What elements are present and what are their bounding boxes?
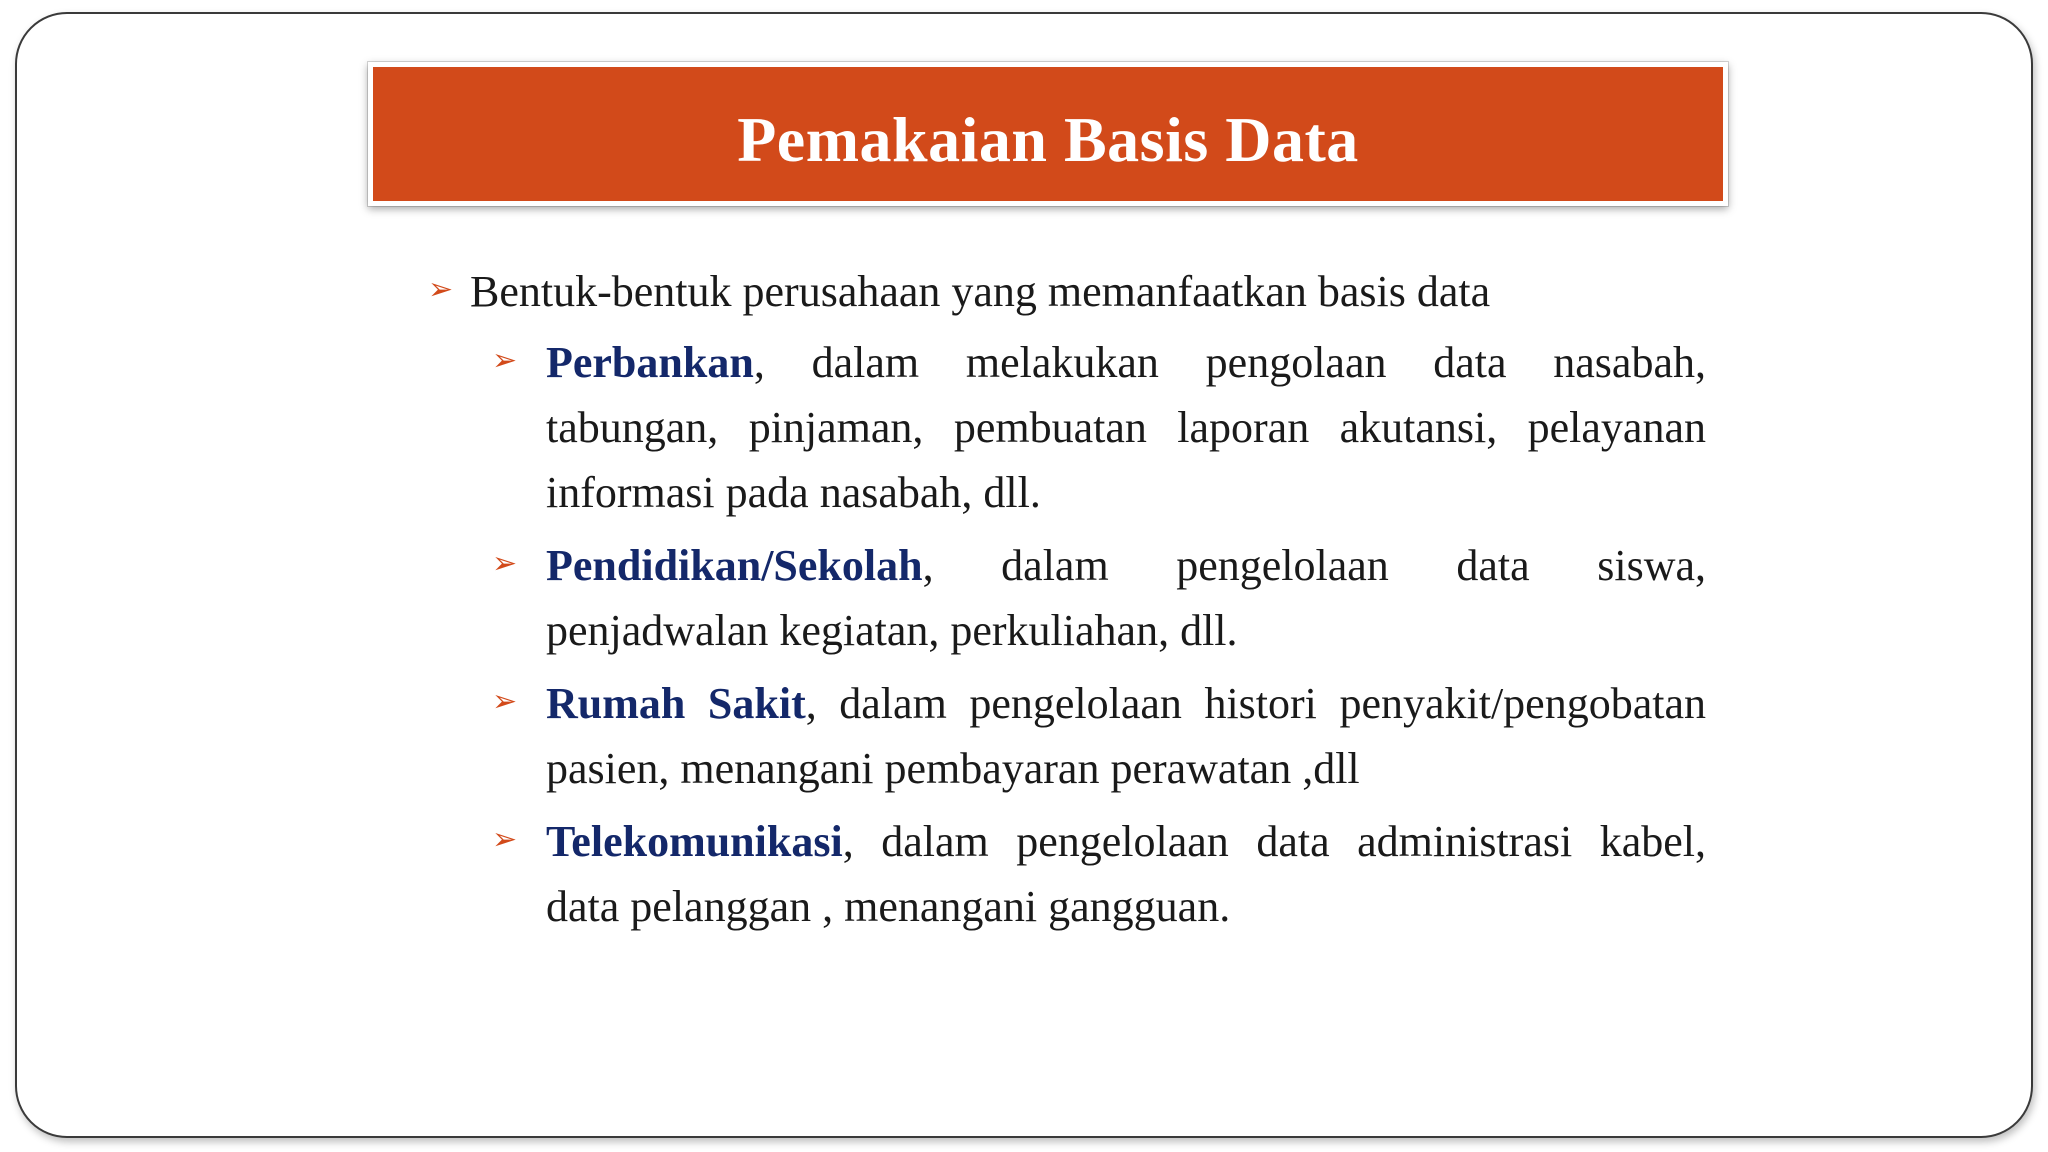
- arrow-bullet-icon: ➢: [428, 272, 454, 307]
- arrow-bullet-icon: ➢: [492, 684, 518, 719]
- list-item: [492, 671, 1706, 801]
- item-text: , dalam pengelolaan histori penyakit/pengobatan pasien, menangani pembayaran perawatan ,dll: [546, 679, 1706, 793]
- title-banner: [368, 62, 1728, 206]
- item-term: Rumah Sakit: [546, 679, 806, 728]
- slide-title: Pemakaian Basis Data: [737, 104, 1359, 175]
- item-term: Telekomunikasi: [546, 817, 843, 866]
- arrow-bullet-icon: ➢: [492, 546, 518, 581]
- slide-content: [428, 262, 1706, 947]
- list-item: [492, 809, 1706, 939]
- item-body: [546, 330, 1706, 525]
- sub-bullet-list: [492, 330, 1706, 939]
- list-item: [492, 533, 1706, 663]
- item-term: Pendidikan/Sekolah: [546, 541, 923, 590]
- item-body: [546, 809, 1706, 939]
- item-text: , dalam pengelolaan data administrasi kabel, data pelanggan , menangani gangguan.: [546, 817, 1706, 931]
- arrow-bullet-icon: ➢: [492, 343, 518, 378]
- item-term: Perbankan: [546, 338, 754, 387]
- bullet-intro: [428, 262, 1706, 322]
- item-text: , dalam melakukan pengolaan data nasabah, tabungan, pinjaman, pembuatan laporan akutansi, pelayanan informasi pada nasabah, dll.: [546, 338, 1706, 517]
- intro-text: Bentuk-bentuk perusahaan yang memanfaatkan basis data: [470, 267, 1491, 316]
- list-item: [492, 330, 1706, 525]
- item-text: , dalam pengelolaan data siswa, penjadwalan kegiatan, perkuliahan, dll.: [546, 541, 1706, 655]
- arrow-bullet-icon: ➢: [492, 822, 518, 857]
- item-body: [546, 533, 1706, 663]
- item-body: [546, 671, 1706, 801]
